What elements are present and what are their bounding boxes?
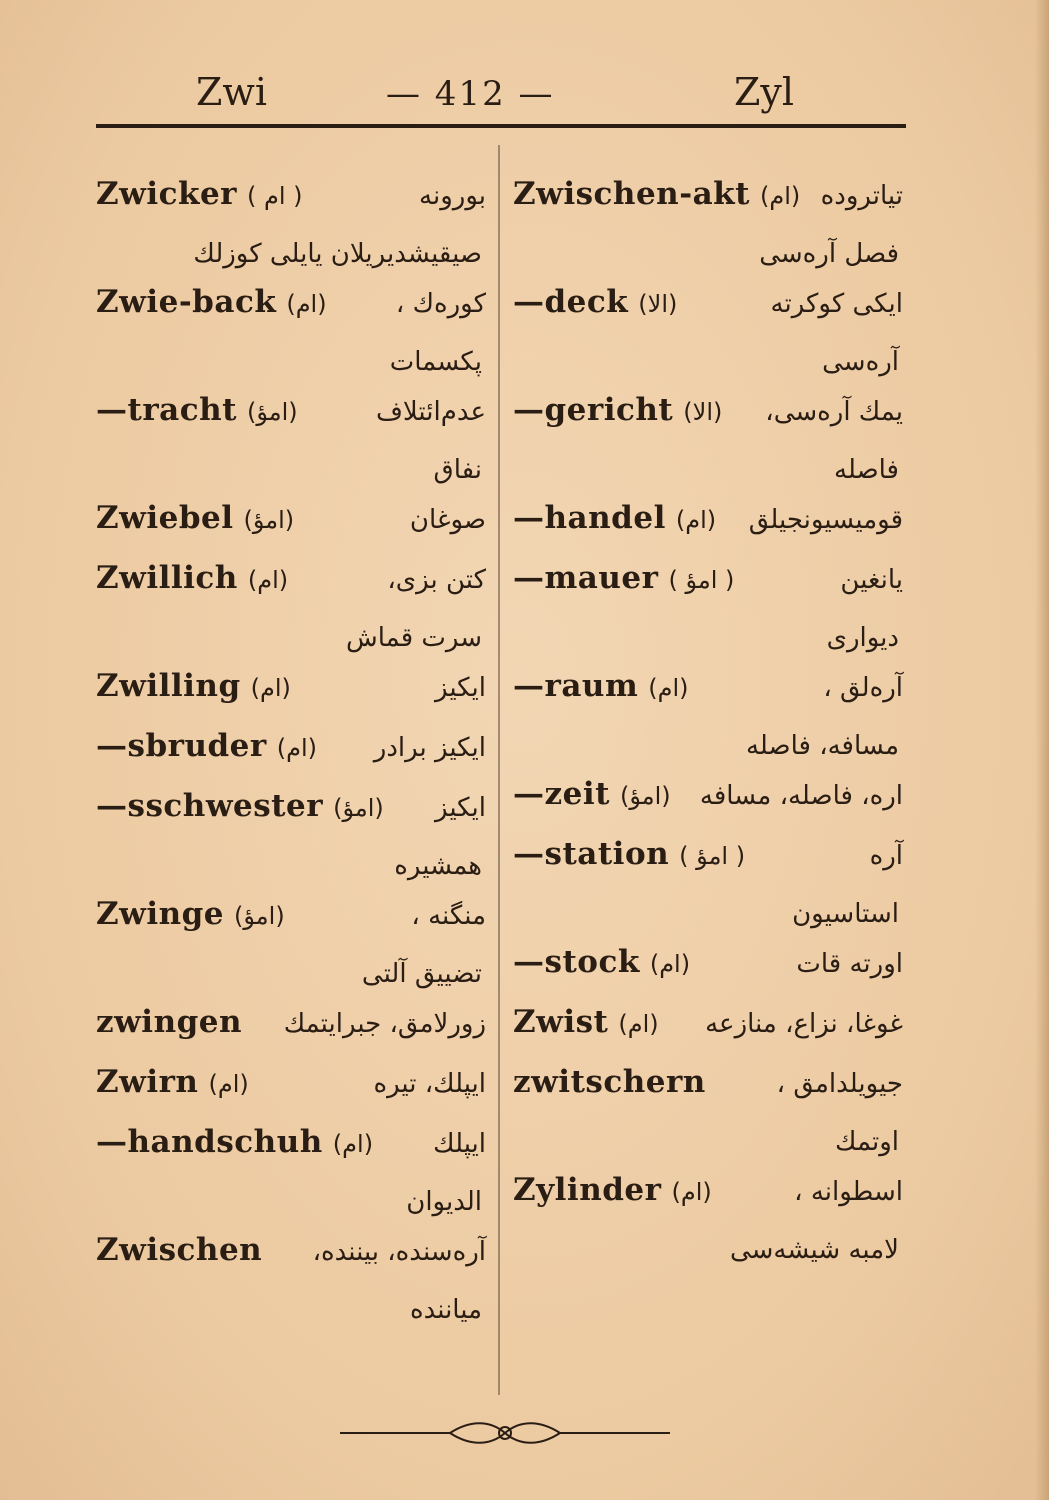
entry-headword: —station — [513, 836, 670, 872]
dictionary-entry — [513, 1064, 903, 1166]
dictionary-entry — [513, 836, 903, 938]
entry-headword: Zwischen-akt — [513, 176, 750, 212]
entry-grammar-marker: (ام) — [649, 950, 691, 978]
dictionary-entry — [513, 176, 903, 278]
entry-translation: اسطوانه ، — [794, 1177, 903, 1207]
dictionary-entry — [96, 788, 486, 890]
entry-grammar-marker: (ام) — [250, 674, 291, 702]
entry-grammar-marker: (امؤ) — [234, 902, 285, 930]
right-column — [513, 176, 903, 1280]
entry-grammar-marker: (ام) — [618, 1010, 659, 1038]
dictionary-entry — [96, 284, 486, 386]
entry-grammar-marker: (الا) — [638, 290, 678, 318]
entry-headword: —sschwester — [96, 788, 324, 824]
entry-headword: Zwilling — [96, 668, 241, 704]
entry-grammar-marker: (ام) — [648, 674, 689, 702]
entry-headword: —stock — [513, 944, 640, 980]
entry-translation-continued: پکسمات — [389, 347, 482, 377]
entry-headword: Zwiebel — [96, 500, 234, 536]
entry-translation: منگنه ، — [411, 901, 486, 931]
column-divider — [498, 145, 500, 1395]
entry-headword: —gericht — [513, 392, 674, 428]
entry-translation: ایپلك — [433, 1129, 486, 1159]
entry-grammar-marker: (ام) — [332, 1130, 374, 1158]
entry-headword: —raum — [513, 668, 639, 704]
entry-translation-continued: اوتمك — [835, 1127, 899, 1157]
entry-translation-continued: دیواری — [826, 623, 899, 653]
entry-translation: کتن بزی، — [387, 565, 486, 595]
entry-translation: ایکیز — [434, 793, 486, 823]
entry-translation-continued: میاننده — [409, 1295, 482, 1325]
dictionary-entry — [96, 392, 486, 494]
entry-headword: Zwischen — [96, 1232, 263, 1268]
entry-grammar-marker: (ام) — [286, 290, 327, 318]
entry-headword: Zylinder — [513, 1172, 662, 1208]
page-crease — [1035, 0, 1049, 1500]
entry-translation: قومیسیونجیلق — [748, 505, 903, 535]
entry-translation-continued: الدیوان — [406, 1187, 482, 1217]
dictionary-entry — [96, 176, 486, 278]
dictionary-entry — [513, 284, 903, 386]
dictionary-entry — [96, 1124, 486, 1226]
entry-translation: تیاتروده — [820, 181, 903, 211]
entry-headword: Zwist — [513, 1004, 609, 1040]
dictionary-entry — [96, 728, 486, 782]
end-ornament — [340, 1418, 670, 1448]
dictionary-entry — [513, 1004, 903, 1058]
entry-headword: —zeit — [513, 776, 610, 812]
dictionary-entry — [513, 500, 903, 554]
entry-headword: —mauer — [513, 560, 659, 596]
entry-grammar-marker: (ام) — [675, 506, 717, 534]
dictionary-entry — [513, 392, 903, 494]
entry-translation: آره‌لق ، — [823, 673, 903, 703]
page-number: — 412 — — [386, 74, 555, 114]
entry-headword: —tracht — [96, 392, 237, 428]
entry-grammar-marker: (امؤ) — [333, 794, 384, 822]
entry-translation-continued: همشیره — [394, 851, 482, 881]
header-right-guideword: Zyl — [734, 70, 795, 114]
entry-headword: Zwirn — [96, 1064, 199, 1100]
entry-translation-continued: استاسیون — [792, 899, 899, 929]
entry-grammar-marker: ( امؤ ) — [668, 566, 735, 594]
entry-grammar-marker: (ام) — [208, 1070, 249, 1098]
entry-headword: Zwinge — [96, 896, 225, 932]
entry-translation: ایکیز برادر — [373, 733, 486, 763]
entry-translation-continued: تضییق آلتی — [361, 959, 482, 989]
entry-headword: Zwie-back — [96, 284, 277, 320]
entry-headword: —sbruder — [96, 728, 267, 764]
entry-grammar-marker: (امؤ) — [243, 506, 295, 534]
entry-grammar-marker: (ام) — [671, 1178, 712, 1206]
dictionary-entry — [96, 1004, 486, 1058]
entry-translation-continued: سرت قماش — [346, 623, 482, 653]
entry-translation: جیویلدامق ، — [776, 1069, 903, 1099]
page-header — [96, 70, 906, 120]
dictionary-entry — [96, 560, 486, 662]
entry-translation-continued: لامبه شیشه‌سی — [729, 1235, 899, 1265]
entry-translation: یمك آره‌سی، — [765, 397, 903, 427]
dictionary-entry — [96, 896, 486, 998]
entry-headword: zwingen — [96, 1004, 243, 1040]
entry-translation-continued: فصل آره‌سی — [759, 239, 899, 269]
header-left-guideword: Zwi — [196, 70, 268, 114]
entry-translation: یانغین — [840, 565, 903, 595]
entry-translation-continued: آره‌سی — [822, 347, 899, 377]
entry-translation: کوره‌ك ، — [395, 289, 486, 319]
dictionary-entry — [513, 668, 903, 770]
entry-grammar-marker: ( ام ) — [247, 182, 303, 210]
entry-translation: بورونه — [419, 181, 486, 211]
entry-translation: زورلامق، جبرایتمك — [283, 1009, 486, 1039]
dictionary-entry — [96, 668, 486, 722]
entry-headword: Zwicker — [96, 176, 238, 212]
entry-translation: غوغا، نزاع، منازعه — [705, 1009, 903, 1039]
entry-translation: ایپلك، تیره — [373, 1069, 486, 1099]
entry-translation: عدم‌ائتلاف — [375, 397, 486, 427]
entry-headword: zwitschern — [513, 1064, 706, 1100]
entry-grammar-marker: (الا) — [683, 398, 723, 426]
entry-grammar-marker: ( امؤ ) — [679, 842, 746, 870]
entry-translation: آره‌سنده، بیننده، — [312, 1237, 486, 1267]
entry-translation: ایکیز — [434, 673, 486, 703]
entry-headword: —handel — [513, 500, 666, 536]
entry-translation-continued: مسافه، فاصله — [745, 731, 899, 761]
entry-translation: اره، فاصله، مسافه — [699, 781, 903, 811]
dictionary-entry — [96, 1064, 486, 1118]
entry-translation-continued: صیقیشدیریلان یایلی کوزلك — [193, 239, 482, 269]
entry-grammar-marker: (ام) — [276, 734, 318, 762]
dictionary-entry — [96, 1232, 486, 1334]
entry-grammar-marker: (امؤ) — [619, 782, 671, 810]
dictionary-entry — [513, 944, 903, 998]
dictionary-entry — [513, 1172, 903, 1274]
entry-grammar-marker: (ام) — [759, 182, 801, 210]
entry-headword: Zwillich — [96, 560, 238, 596]
entry-translation-continued: نفاق — [433, 455, 482, 485]
entry-translation: آره — [869, 841, 903, 871]
dictionary-entry — [513, 560, 903, 662]
entry-grammar-marker: (امؤ) — [246, 398, 298, 426]
dictionary-entry — [513, 776, 903, 830]
entry-headword: —handschuh — [96, 1124, 323, 1160]
entry-translation: اورته قات — [796, 949, 903, 979]
entry-translation: ایکی کوکرته — [770, 289, 903, 319]
dictionary-entry — [96, 500, 486, 554]
entry-grammar-marker: (ام) — [247, 566, 289, 594]
left-column — [96, 176, 486, 1340]
entry-translation: صوغان — [409, 505, 486, 535]
header-rule — [96, 124, 906, 128]
entry-headword: —deck — [513, 284, 629, 320]
entry-translation-continued: فاصله — [834, 455, 899, 485]
